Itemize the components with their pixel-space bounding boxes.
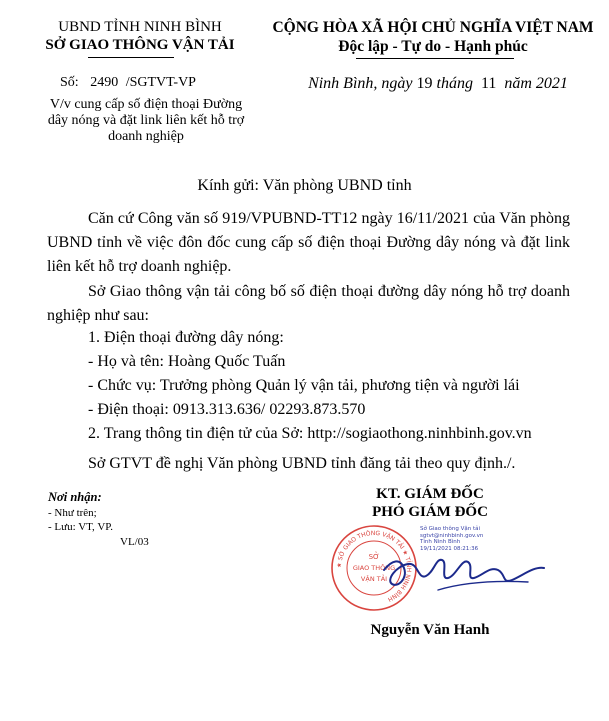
motto: Độc lập - Tự do - Hạnh phúc — [338, 38, 528, 55]
distribution-title: Nơi nhận: — [48, 490, 102, 504]
body-item: - Họ và tên: Hoàng Quốc Tuấn — [88, 353, 286, 370]
signer-name: Nguyễn Văn Hanh — [370, 622, 490, 638]
date-day: 19 — [416, 75, 433, 92]
document-number-label: Số: — [60, 75, 79, 90]
stamp-center-line: GIAO THÔNG — [352, 564, 396, 572]
stamp-center-line: VẬN TẢI — [360, 575, 388, 583]
digital-signature-line: 19/11/2021 08:21:36 — [420, 545, 479, 552]
date-place: Ninh Bình, ngày — [308, 75, 413, 92]
agency-underline — [88, 57, 174, 58]
signature-title-2: PHÓ GIÁM ĐỐC — [372, 504, 488, 520]
date-line — [283, 75, 593, 93]
body-item-website: 2. Trang thông tin điện tử của Sở: http://sogiaothong.ninhbinh.gov.vn — [88, 425, 532, 442]
document-number — [60, 75, 196, 91]
body-paragraph-1 — [47, 207, 570, 279]
body-paragraph-2 — [47, 280, 570, 328]
digital-signature-line: sgtvt@ninhbinh.gov.vn — [420, 532, 484, 539]
distribution-item: - Như trên; — [48, 507, 97, 519]
distribution-code: VL/03 — [120, 536, 149, 548]
date-year: năm 2021 — [504, 75, 568, 92]
signature-title-1: KT. GIÁM ĐỐC — [376, 486, 484, 502]
body-closing: Sở GTVT đề nghị Văn phòng UBND tỉnh đăng tải theo quy định./. — [88, 455, 516, 472]
distribution-item: - Lưu: VT, VP. — [48, 521, 113, 533]
body-item: - Điện thoại: 0913.313.636/ 02293.873.570 — [88, 401, 366, 418]
nation-title: CỘNG HÒA XÃ HỘI CHỦ NGHĨA VIỆT NAM — [272, 19, 594, 36]
stamp-ring-text: ★ SỞ GIAO THÔNG VẬN TẢI ★ TỈNH NINH BÌNH — [335, 529, 413, 603]
paragraph-text: Sở Giao thông vận tải công bố số điện thoại đường dây nóng hỗ trợ doanh nghiệp như sau: — [47, 283, 570, 324]
digital-signature-info — [420, 526, 483, 552]
document-number-suffix: /SGTVT-VP — [125, 75, 196, 90]
subject-line: V/v cung cấp số điện thoại Đường — [49, 97, 243, 112]
agency-parent: UBND TỈNH NINH BÌNH — [58, 19, 222, 35]
motto-underline — [356, 58, 514, 59]
document-number-value: 2490 — [90, 75, 119, 90]
paragraph-text: Căn cứ Công văn số 919/VPUBND-TT12 ngày 16/11/2021 của Văn phòng UBND tỉnh về việc đôn đốc cung cấp số điện thoại Đường dây nóng và đặt link liên kết hỗ trợ doanh nghiệp. — [47, 210, 570, 275]
date-month: 11 — [480, 75, 497, 92]
agency-name: SỞ GIAO THÔNG VẬN TẢI — [45, 37, 235, 53]
date-month-label: tháng — [436, 75, 473, 92]
digital-signature-line: Sở Giao thông Vận tải — [420, 526, 481, 532]
stamp-center-line: SỞ — [368, 553, 380, 561]
subject-line: doanh nghiệp — [108, 129, 184, 144]
body-item: 1. Điện thoại đường dây nóng: — [88, 329, 284, 346]
digital-signature-line: Tỉnh Ninh Bình — [420, 539, 461, 546]
recipient: Kính gửi: Văn phòng UBND tỉnh — [197, 177, 412, 194]
body-item: - Chức vụ: Trưởng phòng Quản lý vận tải, phương tiện và người lái — [88, 377, 520, 394]
document-subject — [20, 97, 272, 145]
subject-line: dây nóng và đặt link liên kết hỗ trợ — [47, 113, 245, 128]
